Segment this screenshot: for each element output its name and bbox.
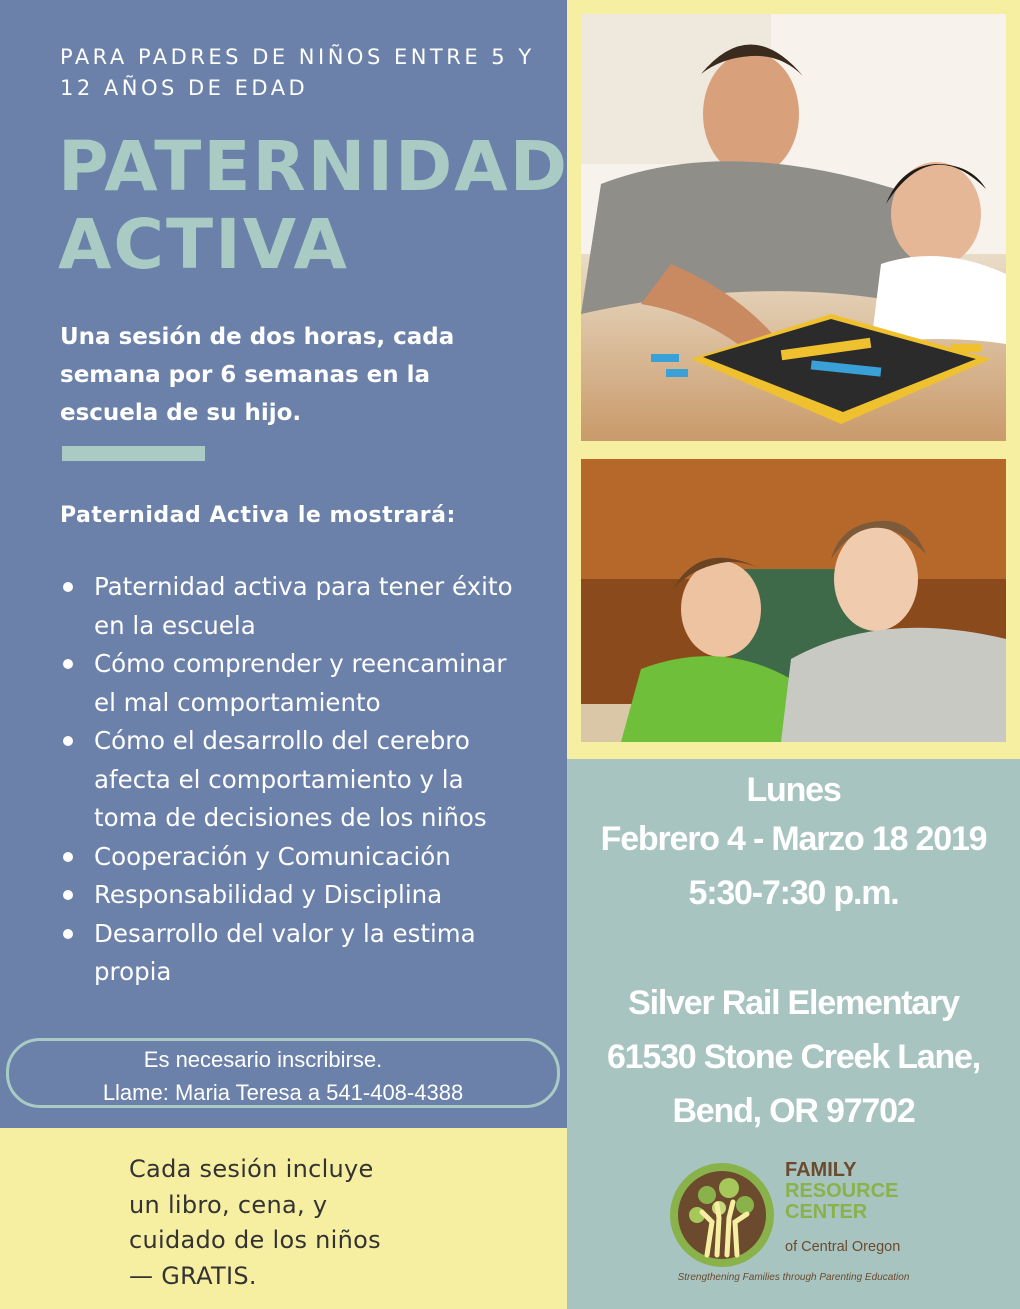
bullet-icon bbox=[63, 890, 73, 900]
registration-box bbox=[6, 1038, 560, 1108]
event-info-panel bbox=[567, 759, 1020, 1309]
family-tree-logo-icon bbox=[667, 1160, 777, 1270]
note-line-4: — GRATIS. bbox=[129, 1261, 257, 1290]
title-line-1: PATERNIDAD bbox=[58, 127, 569, 207]
list-item bbox=[60, 722, 530, 838]
session-description: Una sesión de dos horas, cada semana por 6 semanas en la escuela de su hijo. bbox=[60, 324, 455, 426]
title-line-2: ACTIVA bbox=[58, 205, 349, 285]
organization-name bbox=[785, 1160, 955, 1223]
bullet-icon bbox=[63, 852, 73, 862]
event-dates: Febrero 4 - Marzo 18 2019 bbox=[600, 820, 987, 858]
list-item-text: Cómo el desarrollo del cerebro afecta el comportamiento y la toma de decisiones de los niños bbox=[94, 726, 487, 832]
free-includes-note bbox=[129, 1152, 439, 1294]
benefits-list bbox=[60, 568, 530, 992]
event-day: Lunes bbox=[746, 771, 841, 809]
org-name-line-1: FAMILY bbox=[785, 1159, 857, 1181]
page-title bbox=[58, 127, 569, 285]
list-item-text: Responsabilidad y Disciplina bbox=[94, 880, 443, 909]
event-school: Silver Rail Elementary bbox=[628, 984, 959, 1022]
list-item bbox=[60, 568, 530, 645]
registration-contact: Llame: Maria Teresa a 541-408-4388 bbox=[102, 1080, 464, 1105]
audience-subtitle: PARA PADRES DE NIÑOS ENTRE 5 Y 12 AÑOS DE EDAD bbox=[60, 45, 535, 100]
event-street: 61530 Stone Creek Lane, bbox=[606, 1038, 981, 1076]
bullet-icon bbox=[63, 582, 73, 592]
list-item-text: Paternidad activa para tener éxito en la escuela bbox=[94, 572, 513, 640]
org-name-line-3: CENTER bbox=[785, 1201, 868, 1223]
note-line-3: cuidado de los niños bbox=[129, 1226, 381, 1254]
divider bbox=[62, 446, 205, 461]
note-line-1: Cada sesión incluye bbox=[129, 1155, 374, 1183]
list-item-text: Cómo comprender y reencaminar el mal comportamiento bbox=[94, 649, 507, 717]
list-item bbox=[60, 876, 530, 915]
list-item-text: Desarrollo del valor y la estima propia bbox=[94, 918, 476, 986]
note-line-2: un libro, cena, y bbox=[129, 1190, 328, 1219]
bullet-icon bbox=[63, 659, 73, 669]
bullet-icon bbox=[63, 736, 73, 746]
list-item-text: Cooperación y Comunicación bbox=[94, 841, 451, 871]
org-name-line-2: RESOURCE bbox=[785, 1180, 899, 1202]
list-item bbox=[60, 838, 530, 877]
event-time: 5:30-7:30 p.m. bbox=[688, 874, 899, 912]
organization-subtitle: of Central Oregon bbox=[785, 1239, 901, 1255]
organization-tagline: Strengthening Families through Parenting Education bbox=[677, 1272, 910, 1283]
list-item bbox=[60, 915, 530, 992]
bullet-icon bbox=[63, 929, 73, 939]
benefits-heading: Paternidad Activa le mostrará: bbox=[60, 503, 456, 528]
father-son-illustration bbox=[581, 14, 1006, 441]
mother-daughter-illustration bbox=[581, 459, 1006, 742]
father-son-photo bbox=[581, 14, 1006, 441]
list-item bbox=[60, 645, 530, 722]
mother-daughter-photo bbox=[581, 459, 1006, 742]
registration-required: Es necesario inscribirse. bbox=[143, 1047, 383, 1072]
event-city: Bend, OR 97702 bbox=[672, 1092, 915, 1130]
